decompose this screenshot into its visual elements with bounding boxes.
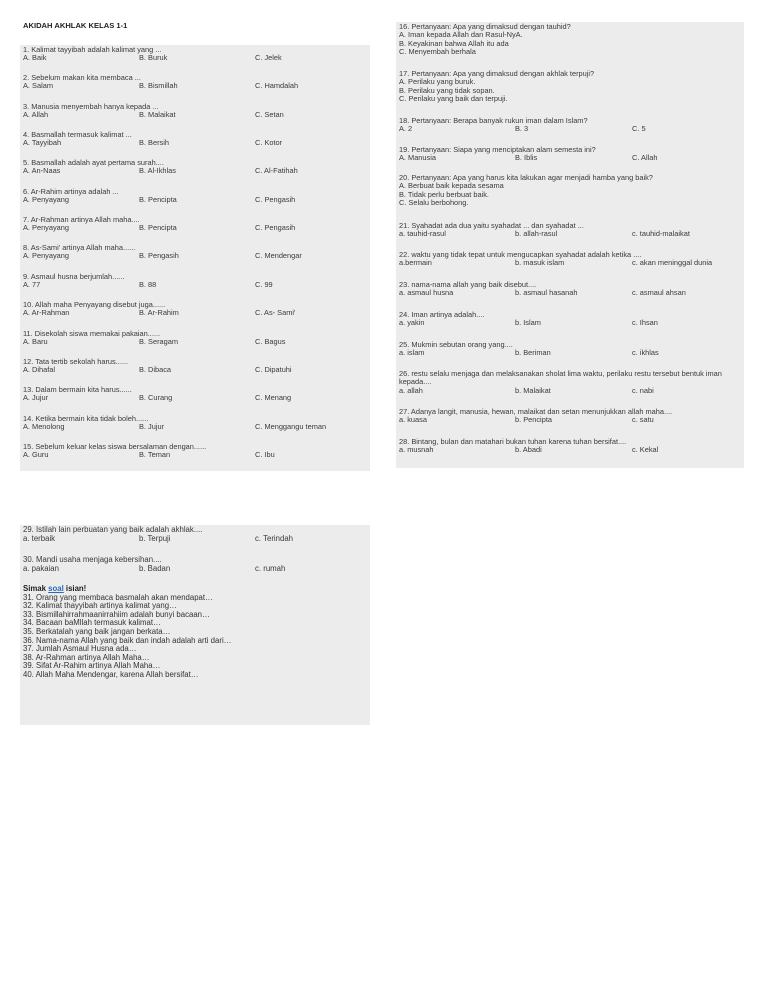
question-text: 30. Mandi usaha menjaga kebersihan.... xyxy=(23,555,162,564)
option-c: c. nabi xyxy=(632,385,654,395)
option-c: C. Perilaku yang baik dan terpuji. xyxy=(399,94,508,104)
question-text: 1. Kalimat tayyibah adalah kalimat yang ... xyxy=(23,45,162,54)
option-c: C. Mendengar xyxy=(255,251,302,261)
question-22 xyxy=(399,251,740,268)
option-b: B. Pencipta xyxy=(139,195,177,205)
option-b: B. 88 xyxy=(139,280,157,290)
option-b: B. Malaikat xyxy=(139,110,176,120)
option-c: C. Pengasih xyxy=(255,195,296,205)
option-a: A. Menolong xyxy=(23,422,65,432)
option-a: a. kuasa xyxy=(399,415,427,425)
essay-item-32: 32. Kalimat thayyibah artinya kalimat yang… xyxy=(23,601,177,611)
option-b: B. Bersih xyxy=(139,138,169,148)
question-text: 26. restu selalu menjaga dan melaksanakan sholat lima waktu, perilaku restu tersebut bentuk iman kepada.... xyxy=(399,369,722,387)
question-18 xyxy=(399,117,740,134)
option-a: A. Baik xyxy=(23,53,47,63)
option-c: C. Pengasih xyxy=(255,223,296,233)
essay-item-31: 31. Orang yang membaca basmalah akan mendapat… xyxy=(23,592,213,602)
option-c: c. rumah xyxy=(255,563,286,573)
question-text: 13. Dalam bermain kita harus...... xyxy=(23,385,132,394)
soal-link[interactable]: soal xyxy=(48,584,64,593)
option-a: A. Tayyibah xyxy=(23,138,62,148)
question-text: 10. Allah maha Penyayang disebut juga...... xyxy=(23,300,166,309)
question-30 xyxy=(23,556,366,573)
essay-item-39: 39. Sifat Ar-Rahim artinya Allah Maha… xyxy=(23,661,161,671)
option-b: B. Pencipta xyxy=(139,223,177,233)
option-a: A. Salam xyxy=(23,81,53,91)
option-a: A. Guru xyxy=(23,450,49,460)
option-b: b. masuk islam xyxy=(515,258,565,268)
option-c: c. asmaul ahsan xyxy=(632,288,686,298)
option-c: c. Terindah xyxy=(255,533,293,543)
option-c: C. Ibu xyxy=(255,450,275,460)
option-b: B. Curang xyxy=(139,393,173,403)
option-a: A. 2 xyxy=(399,124,413,134)
option-a: A. Berbuat baik kepada sesama xyxy=(399,181,504,191)
option-b: B. Tidak perlu berbuat baik. xyxy=(399,189,489,199)
question-6 xyxy=(23,188,366,205)
option-a: A. Perilaku yang buruk. xyxy=(399,77,476,87)
option-b: b. Pencipta xyxy=(515,415,552,425)
question-13 xyxy=(23,386,366,403)
option-a: A. Jujur xyxy=(23,393,49,403)
question-text: 20. Pertanyaan: Apa yang harus kita lakukan agar menjadi hamba yang baik? xyxy=(399,173,653,182)
option-b: B. Keyakinan bahwa Allah itu ada xyxy=(399,38,509,48)
question-24 xyxy=(399,311,740,328)
question-text: 19. Pertanyaan: Siapa yang menciptakan alam semesta ini? xyxy=(399,145,596,154)
option-a: A. 77 xyxy=(23,280,41,290)
essay-item-37: 37. Jumlah Asmaul Husna ada… xyxy=(23,644,137,654)
question-4 xyxy=(23,131,366,148)
question-20 xyxy=(399,174,740,208)
option-b: B. Al-Ikhlas xyxy=(139,166,176,176)
option-b: B. Buruk xyxy=(139,53,168,63)
question-23 xyxy=(399,281,740,298)
option-a: A. Penyayang xyxy=(23,223,70,233)
option-c: C. Hamdalah xyxy=(255,81,299,91)
question-8 xyxy=(23,244,366,261)
option-b: B. Bismillah xyxy=(139,81,178,91)
question-25 xyxy=(399,341,740,358)
option-a: a. allah xyxy=(399,385,423,395)
option-a: A. An-Naas xyxy=(23,166,61,176)
question-text: 3. Manusia menyembah hanya kepada ... xyxy=(23,102,159,111)
option-a: A. Penyayang xyxy=(23,251,70,261)
option-c: c. satu xyxy=(632,415,654,425)
question-5 xyxy=(23,159,366,176)
essay-item-33: 33. Bismillahirrahmaanirrahiim adalah bunyi bacaan… xyxy=(23,609,210,619)
essay-item-35: 35. Berkatalah yang baik jangan berkata… xyxy=(23,626,171,636)
option-a: a. tauhid-rasul xyxy=(399,229,446,239)
option-c: c. Kekal xyxy=(632,445,659,455)
option-b: B. Teman xyxy=(139,450,171,460)
option-c: C. Al-Fatihah xyxy=(255,166,298,176)
question-21 xyxy=(399,222,740,239)
option-a: A. Baru xyxy=(23,337,48,347)
option-a: a. islam xyxy=(399,348,425,358)
option-b: B. Pengasih xyxy=(139,251,179,261)
question-14 xyxy=(23,415,366,432)
option-b: b. Terpuji xyxy=(139,533,171,543)
question-text: 7. Ar-Rahman artinya Allah maha.... xyxy=(23,215,140,224)
question-17 xyxy=(399,70,740,104)
question-27 xyxy=(399,408,740,425)
essay-item-36: 36. Nama-nama Allah yang baik dan indah adalah arti dari… xyxy=(23,635,232,645)
question-29 xyxy=(23,526,366,543)
essay-section xyxy=(23,585,231,680)
option-c: c. tauhid-malaikat xyxy=(632,229,690,239)
question-text: 25. Mukmin sebutan orang yang.... xyxy=(399,340,513,349)
option-a: A. Iman kepada Allah dan Rasul-NyA. xyxy=(399,30,523,40)
option-b: B. Perilaku yang tidak sopan. xyxy=(399,85,495,95)
option-b: b. Abadi xyxy=(515,445,542,455)
option-a: a. terbaik xyxy=(23,533,56,543)
option-c: C. Dipatuhi xyxy=(255,365,292,375)
question-text: 12. Tata tertib sekolah harus...... xyxy=(23,357,129,366)
question-text: 4. Basmallah termasuk kalimat ... xyxy=(23,130,132,139)
question-text: 15. Sebelum keluar kelas siswa bersalaman dengan...... xyxy=(23,442,207,451)
question-text: 16. Pertanyaan: Apa yang dimaksud dengan tauhid? xyxy=(399,22,571,31)
option-c: c. ikhlas xyxy=(632,348,659,358)
question-28 xyxy=(399,438,740,455)
question-text: 27. Adanya langit, manusia, hewan, malaikat dan setan menunjukkan allah maha.... xyxy=(399,407,673,416)
option-c: c. Ihsan xyxy=(632,318,658,328)
question-text: 29. Istilah lain perbuatan yang baik adalah akhlak.... xyxy=(23,525,203,534)
question-26 xyxy=(399,370,740,395)
option-b: B. Jujur xyxy=(139,422,165,432)
question-text: 8. As-Sami' artinya Allah maha...... xyxy=(23,243,136,252)
question-1 xyxy=(23,46,366,63)
question-text: 6. Ar-Rahim artinya adalah ... xyxy=(23,187,119,196)
option-c: C. Setan xyxy=(255,110,284,120)
option-c: C. 99 xyxy=(255,280,273,290)
question-text: 28. Bintang, bulan dan matahari bukan tuhan karena tuhan bersifat.... xyxy=(399,437,627,446)
option-c: C. Menyembah berhala xyxy=(399,47,476,57)
option-b: b. Malaikat xyxy=(515,385,551,395)
option-b: B. Ar-Rahim xyxy=(139,308,179,318)
question-3 xyxy=(23,103,366,120)
option-b: B. Iblis xyxy=(515,153,538,163)
question-text: 2. Sebelum makan kita membaca ... xyxy=(23,73,141,82)
option-a: a. pakaian xyxy=(23,563,59,573)
question-text: 11. Disekolah siswa memakai pakaian...... xyxy=(23,329,161,338)
question-text: 5. Basmallah adalah ayat pertama surah.... xyxy=(23,158,164,167)
option-a: a. asmaul husna xyxy=(399,288,454,298)
option-c: C. Selalu berbohong. xyxy=(399,198,469,208)
option-c: C. Menang xyxy=(255,393,292,403)
option-c: C. As- Sami' xyxy=(255,308,296,318)
question-panel-3 xyxy=(20,525,370,725)
question-text: 21. Syahadat ada dua yaitu syahadat ... dan syahadat ... xyxy=(399,221,584,230)
option-c: C. 5 xyxy=(632,124,646,134)
question-2 xyxy=(23,74,366,91)
option-c: C. Allah xyxy=(632,153,658,163)
option-a: a. musnah xyxy=(399,445,434,455)
option-c: C. Bagus xyxy=(255,337,286,347)
essay-item-34: 34. Bacaan baMllah termasuk kalimat… xyxy=(23,618,161,628)
option-b: B. Seragam xyxy=(139,337,179,347)
question-text: 18. Pertanyaan: Berapa banyak rukun iman dalam Islam? xyxy=(399,116,588,125)
option-c: C. Kotor xyxy=(255,138,283,148)
option-c: c. akan meninggal dunia xyxy=(632,258,713,268)
page-title: AKIDAH AKHLAK KELAS 1-1 xyxy=(23,21,128,30)
option-b: b. Islam xyxy=(515,318,541,328)
question-text: 24. Iman artinya adalah.... xyxy=(399,310,485,319)
essay-item-38: 38. Ar-Rahman artinya Allah Maha… xyxy=(23,652,150,662)
question-19 xyxy=(399,146,740,163)
question-text: 22. waktu yang tidak tepat untuk mengucapkan syahadat adalah ketika .... xyxy=(399,250,642,259)
question-9 xyxy=(23,273,366,290)
option-c: C. Menggangu teman xyxy=(255,422,327,432)
option-b: b. Beriman xyxy=(515,348,551,358)
option-b: B. Dibaca xyxy=(139,365,172,375)
question-10 xyxy=(23,301,366,318)
option-a: A. Ar-Rahman xyxy=(23,308,70,318)
option-a: a.bermain xyxy=(399,258,432,268)
option-a: a. yakin xyxy=(399,318,425,328)
option-c: C. Jelek xyxy=(255,53,282,63)
question-panel-1 xyxy=(20,45,370,471)
option-b: B. 3 xyxy=(515,124,529,134)
question-11 xyxy=(23,330,366,347)
option-b: b. allah-rasul xyxy=(515,229,558,239)
question-12 xyxy=(23,358,366,375)
question-15 xyxy=(23,443,366,460)
option-b: b. asmaul hasanah xyxy=(515,288,578,298)
question-text: 14. Ketika bermain kita tidak boleh...... xyxy=(23,414,149,423)
option-a: A. Penyayang xyxy=(23,195,70,205)
question-16 xyxy=(399,23,740,57)
option-a: A. Dihafal xyxy=(23,365,56,375)
question-7 xyxy=(23,216,366,233)
question-text: 17. Pertanyaan: Apa yang dimaksud dengan akhlak terpuji? xyxy=(399,69,595,78)
question-text: 9. Asmaul husna berjumlah...... xyxy=(23,272,125,281)
essay-item-40: 40. Allah Maha Mendengar, karena Allah bersifat… xyxy=(23,669,199,679)
option-b: b. Badan xyxy=(139,563,171,573)
option-a: A. Allah xyxy=(23,110,49,120)
option-a: A. Manusia xyxy=(399,153,436,163)
question-text: 23. nama-nama allah yang baik disebut.... xyxy=(399,280,537,289)
essay-heading: Simak soal isian! xyxy=(23,584,87,593)
question-panel-2 xyxy=(396,22,744,468)
